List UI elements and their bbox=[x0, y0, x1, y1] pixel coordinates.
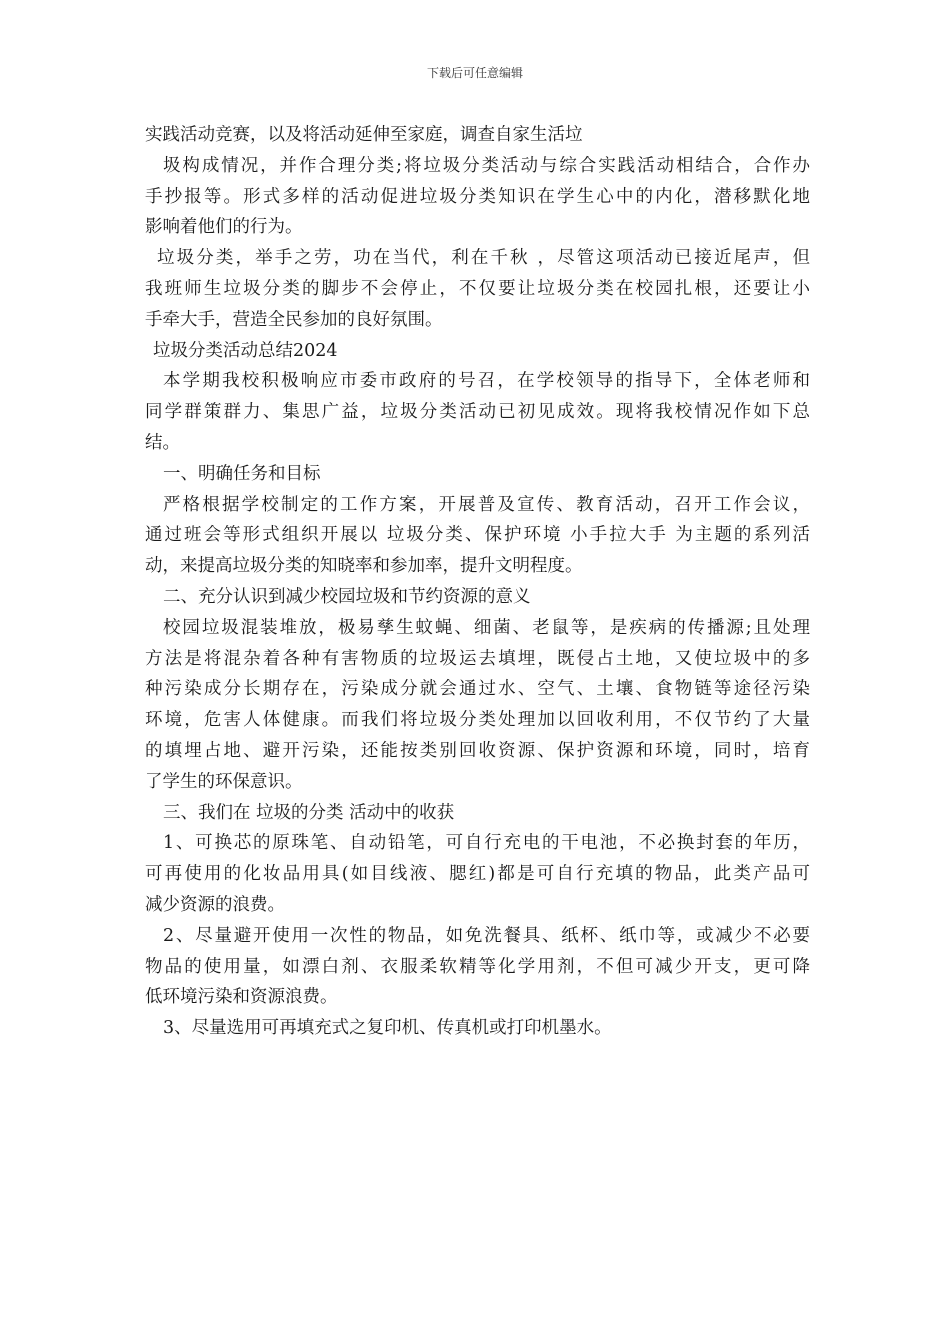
text-line: 种污染成分长期存在，污染成分就会通过水、空气、土壤、食物链等途径污染 bbox=[145, 679, 810, 700]
text-line: 手抄报等。形式多样的活动促进垃圾分类知识在学生心中的内化，潜移默化地 bbox=[145, 186, 810, 207]
text-line: 我班师生垃圾分类的脚步不会停止，不仅要让垃圾分类在校园扎根，还要让小 bbox=[145, 278, 810, 299]
text-line: 实践活动竞赛，以及将活动延伸至家庭，调查自家生活垃 bbox=[145, 125, 583, 145]
heading-3: 三、我们在 垃圾的分类 活动中的收获 bbox=[163, 802, 455, 823]
section-title: 垃圾分类活动总结2024 bbox=[153, 340, 338, 361]
text-line: 了学生的环保意识。 bbox=[145, 771, 303, 792]
text-line: 1、可换芯的原珠笔、自动铅笔，可自行充电的干电池，不必换封套的年历， bbox=[163, 833, 810, 854]
text-line: 方法是将混杂着各种有害物质的垃圾运去填埋，既侵占土地，又使垃圾中的多 bbox=[145, 648, 810, 669]
text-line: 低环境污染和资源浪费。 bbox=[145, 987, 338, 1008]
text-line: 严格根据学校制定的工作方案，开展普及宣传、教育活动，召开工作会议， bbox=[163, 494, 810, 515]
text-line: 减少资源的浪费。 bbox=[145, 894, 285, 915]
text-line: 同学群策群力、集思广益，垃圾分类活动已初见成效。现将我校情况作如下总 bbox=[145, 402, 810, 423]
text-line: 3、尽量选用可再填充式之复印机、传真机或打印机墨水。 bbox=[163, 1018, 612, 1039]
text-line: 本学期我校积极响应市委市政府的号召，在学校领导的指导下，全体老师和 bbox=[163, 371, 810, 392]
text-line: 影响着他们的行为。 bbox=[145, 217, 303, 238]
text-line: 圾构成情况，并作合理分类;将垃圾分类活动与综合实践活动相结合，合作办 bbox=[163, 155, 810, 176]
text-line: 结。 bbox=[145, 432, 180, 453]
document-body bbox=[145, 120, 810, 1044]
text-line: 的填埋占地、避开污染，还能按类别回收资源、保护资源和环境，同时，培育 bbox=[145, 740, 810, 761]
text-line: 校园垃圾混装堆放，极易孳生蚊蝇、细菌、老鼠等，是疾病的传播源;且处理 bbox=[163, 617, 810, 638]
text-line: 可再使用的化妆品用具(如目线液、腮红)都是可自行充填的物品，此类产品可 bbox=[145, 864, 810, 885]
text-line: 环境，危害人体健康。而我们将垃圾分类处理加以回收利用，不仅节约了大量 bbox=[145, 710, 810, 731]
text-line: 物品的使用量，如漂白剂、衣服柔软精等化学用剂，不但可减少开支，更可降 bbox=[145, 956, 810, 977]
page-header: 下载后可任意编辑 bbox=[426, 66, 523, 80]
text-line: 通过班会等形式组织开展以 垃圾分类、保护环境 小手拉大手 为主题的系列活 bbox=[145, 525, 810, 546]
text-line: 手牵大手，营造全民参加的良好氛围。 bbox=[145, 309, 443, 330]
text-line: 2、尽量避开使用一次性的物品，如免洗餐具、纸杯、纸巾等，或减少不必要 bbox=[163, 925, 810, 946]
heading-1: 一、明确任务和目标 bbox=[163, 463, 321, 484]
text-line: 动，来提高垃圾分类的知晓率和参加率，提升文明程度。 bbox=[145, 556, 583, 577]
heading-2: 二、充分认识到减少校园垃圾和节约资源的意义 bbox=[163, 586, 531, 607]
text-line: 垃圾分类，举手之劳，功在当代，利在千秋 ，尽管这项活动已接近尾声，但 bbox=[157, 248, 810, 269]
